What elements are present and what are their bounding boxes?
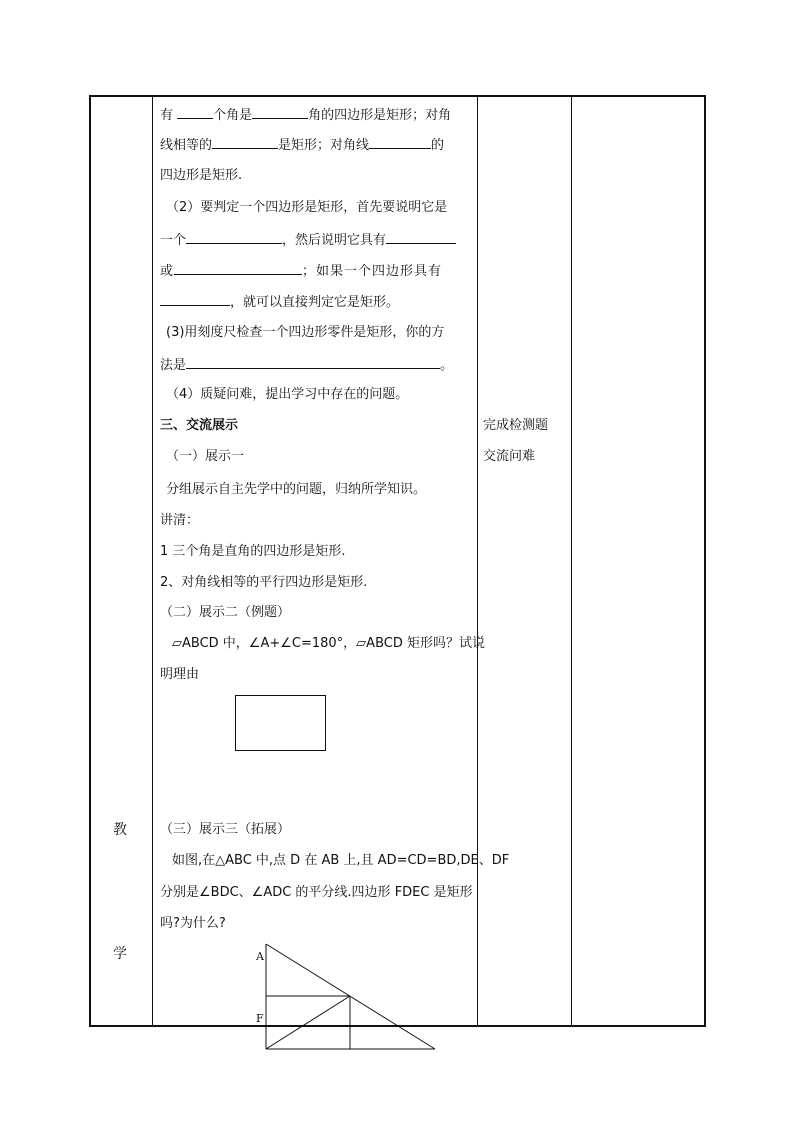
section-3-heading: 三、交流展示: [160, 418, 239, 433]
question-2-line-3: 或 ；如果一个四边形具有: [160, 264, 443, 279]
question-3-line-2: 法是 。: [160, 358, 454, 373]
question-2-line-1: （2）要判定一个四边形是矩形，首先要说明它是: [166, 200, 448, 215]
show-2-heading: （二）展示二（例题）: [160, 605, 291, 620]
explain-label: 讲清：: [160, 513, 200, 528]
question-3-line-1: (3)用刻度尺检查一个四边形零件是矩形，你的方: [166, 325, 445, 340]
line-1: 有 个角是 角的四边形是矩形；对角: [160, 108, 452, 123]
figure-label-f: F: [256, 1012, 264, 1025]
line-2: 线相等的 是矩形；对角线 的: [160, 138, 445, 153]
col3-note-2: 交流问难: [483, 449, 536, 464]
summary-item-1: 1 三个角是直角的四边形是矩形.: [160, 544, 346, 559]
figure-label-a: A: [256, 950, 264, 963]
segment-cd: [266, 996, 350, 1049]
question-2-line-2: 一个 ，然后说明它具有: [160, 231, 456, 249]
example-line-2: 明理由: [160, 667, 200, 682]
col1-char-top: 教: [113, 822, 127, 838]
col3-note-1: 完成检测题: [483, 418, 549, 433]
line-3: 四边形是矩形.: [160, 168, 243, 183]
show-1-heading: （一）展示一: [166, 449, 245, 464]
show-1-text: 分组展示自主先学中的问题，归纳所学知识。: [166, 482, 427, 497]
summary-item-2: 2、对角线相等的平行四边形是矩形.: [160, 575, 368, 590]
question-4: （4）质疑问难，提出学习中存在的问题。: [166, 387, 409, 402]
show-3-heading: （三）展示三（拓展）: [160, 822, 291, 837]
example-line-1: ▱ABCD 中，∠A+∠C=180°，▱ABCD 矩形吗？试说: [172, 636, 485, 651]
question-2-line-4: ，就可以直接判定它是矩形。: [160, 293, 399, 311]
extension-line-3: 吗?为什么?: [160, 916, 226, 931]
col1-char-bottom: 学: [113, 946, 127, 962]
extension-line-2: 分别是∠BDC、∠ADC 的平分线.四边形 FDEC 是矩形: [160, 885, 473, 900]
extension-line-1: 如图,在△ABC 中,点 D 在 AB 上,且 AD=CD=BD,DE、DF: [172, 853, 510, 868]
